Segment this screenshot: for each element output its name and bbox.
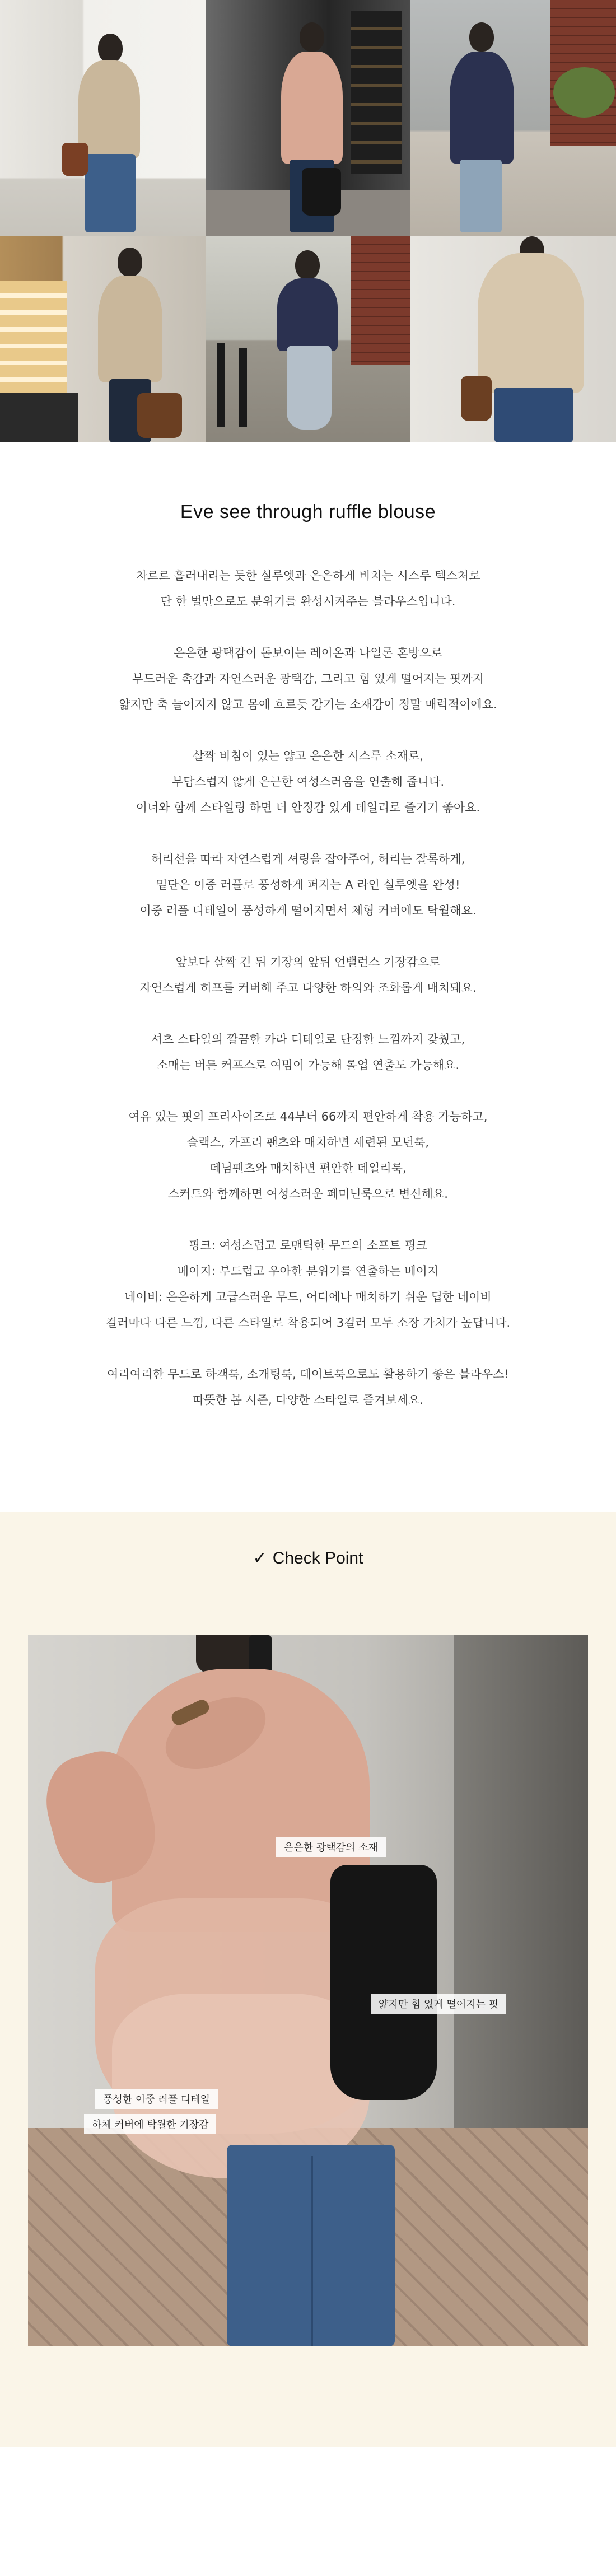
description-line: 부드러운 촉감과 자연스러운 광택감, 그리고 힘 있게 떨어지는 핏까지 [132,672,484,685]
product-photo-grid [0,0,616,442]
description-paragraph [0,640,616,717]
description-paragraph [0,743,616,820]
description-paragraph [0,1233,616,1336]
description-paragraph [0,1361,616,1413]
callout-fit: 얇지만 힘 있게 떨어지는 핏 [371,1994,506,2014]
description-line: 자연스럽게 히프를 커버해 주고 다양한 하의와 조화롭게 매치돼요. [139,981,477,995]
photo-beige-mirror[interactable] [410,236,616,442]
callout-ruffle: 풍성한 이중 러플 디테일 [95,2089,218,2109]
description-line: 슬랙스, 카프리 팬츠와 매치하면 세련된 모던룩, [186,1136,430,1149]
description-line: 이너와 함께 스타일링 하면 더 안정감 있게 데일리로 즐기기 좋아요. [136,801,480,814]
check-point-heading [0,1548,616,1568]
description-line: 얇지만 축 늘어지지 않고 몸에 흐르듯 감기는 소재감이 정말 매력적이에요. [119,698,497,711]
photo-navy-street[interactable] [410,0,616,236]
description-paragraph [0,949,616,1001]
check-point-section [0,1512,616,2447]
description-line: 데님팬츠와 매치하면 편안한 데일리룩, [209,1161,407,1175]
description-paragraph [0,563,616,614]
description-line: 이중 러플 디테일이 풍성하게 떨어지면서 체형 커버에도 탁월해요. [139,904,477,917]
description-paragraph [0,1104,616,1207]
description-line: 부담스럽지 않게 은근한 여성스러움을 연출해 줍니다. [171,775,445,788]
check-point-photo [28,1635,588,2346]
callout-fabric: 은은한 광택감의 소재 [276,1837,386,1857]
description-paragraph [0,846,616,923]
description-line: 앞보다 살짝 긴 뒤 기장의 앞뒤 언밸런스 기장감으로 [175,955,441,969]
description-line: 스커트와 함께하면 여성스러운 페미닌룩으로 변신해요. [168,1187,448,1201]
description-line: 셔츠 스타일의 깔끔한 카라 디테일로 단정한 느낌까지 갖췄고, [151,1033,465,1046]
description-line: 단 한 벌만으로도 분위기를 완성시켜주는 블라우스입니다. [160,595,456,608]
description-line: 살짝 비침이 있는 얇고 은은한 시스루 소재로, [193,749,423,763]
check-point-title: Check Point [272,1549,363,1567]
description-line: 밑단은 이중 러플로 풍성하게 퍼지는 A 라인 실루엣을 완성! [156,878,460,892]
photo-beige-bakery[interactable] [0,236,206,442]
photo-beige-wide-jeans[interactable] [0,0,206,236]
description-line: 소매는 버튼 커프스로 여밈이 가능해 롤업 연출도 가능해요. [156,1058,460,1072]
description-line: 따뜻한 봄 시즌, 다양한 스타일로 즐겨보세요. [193,1393,423,1407]
description-line: 베이지: 부드럽고 우아한 분위기를 연출하는 베이지 [177,1264,439,1278]
callout-length: 하체 커버에 탁월한 기장감 [84,2114,216,2134]
check-icon: ✓ [253,1549,267,1567]
description-line: 여유 있는 핏의 프리사이즈로 44부터 66까지 편안하게 착용 가능하고, [128,1110,488,1123]
description-paragraph [0,1026,616,1078]
description-line: 컬러마다 다른 느낌, 다른 스타일로 착용되어 3컬러 모두 소장 가치가 높답니다. [105,1316,511,1329]
photo-navy-skirt[interactable] [206,236,410,442]
photo-pink-store[interactable] [206,0,410,236]
description-line: 핑크: 여성스럽고 로맨틱한 무드의 소프트 핑크 [189,1239,427,1252]
description-line: 네이비: 은은하게 고급스러운 무드, 어디에나 매치하기 쉬운 딥한 네이비 [124,1290,492,1304]
description-line: 은은한 광택감이 돋보이는 레이온과 나일론 혼방으로 [174,646,442,660]
description-line: 차르르 흘러내리는 듯한 실루엣과 은은하게 비치는 시스루 텍스처로 [136,569,480,582]
product-title: Eve see through ruffle blouse [180,501,436,522]
description-line: 여리여리한 무드로 하객룩, 소개팅룩, 데이트룩으로도 활용하기 좋은 블라우스! [107,1368,509,1381]
product-description [0,563,616,1439]
description-line: 허리선을 따라 자연스럽게 셔링을 잡아주어, 허리는 잘록하게, [151,852,465,866]
